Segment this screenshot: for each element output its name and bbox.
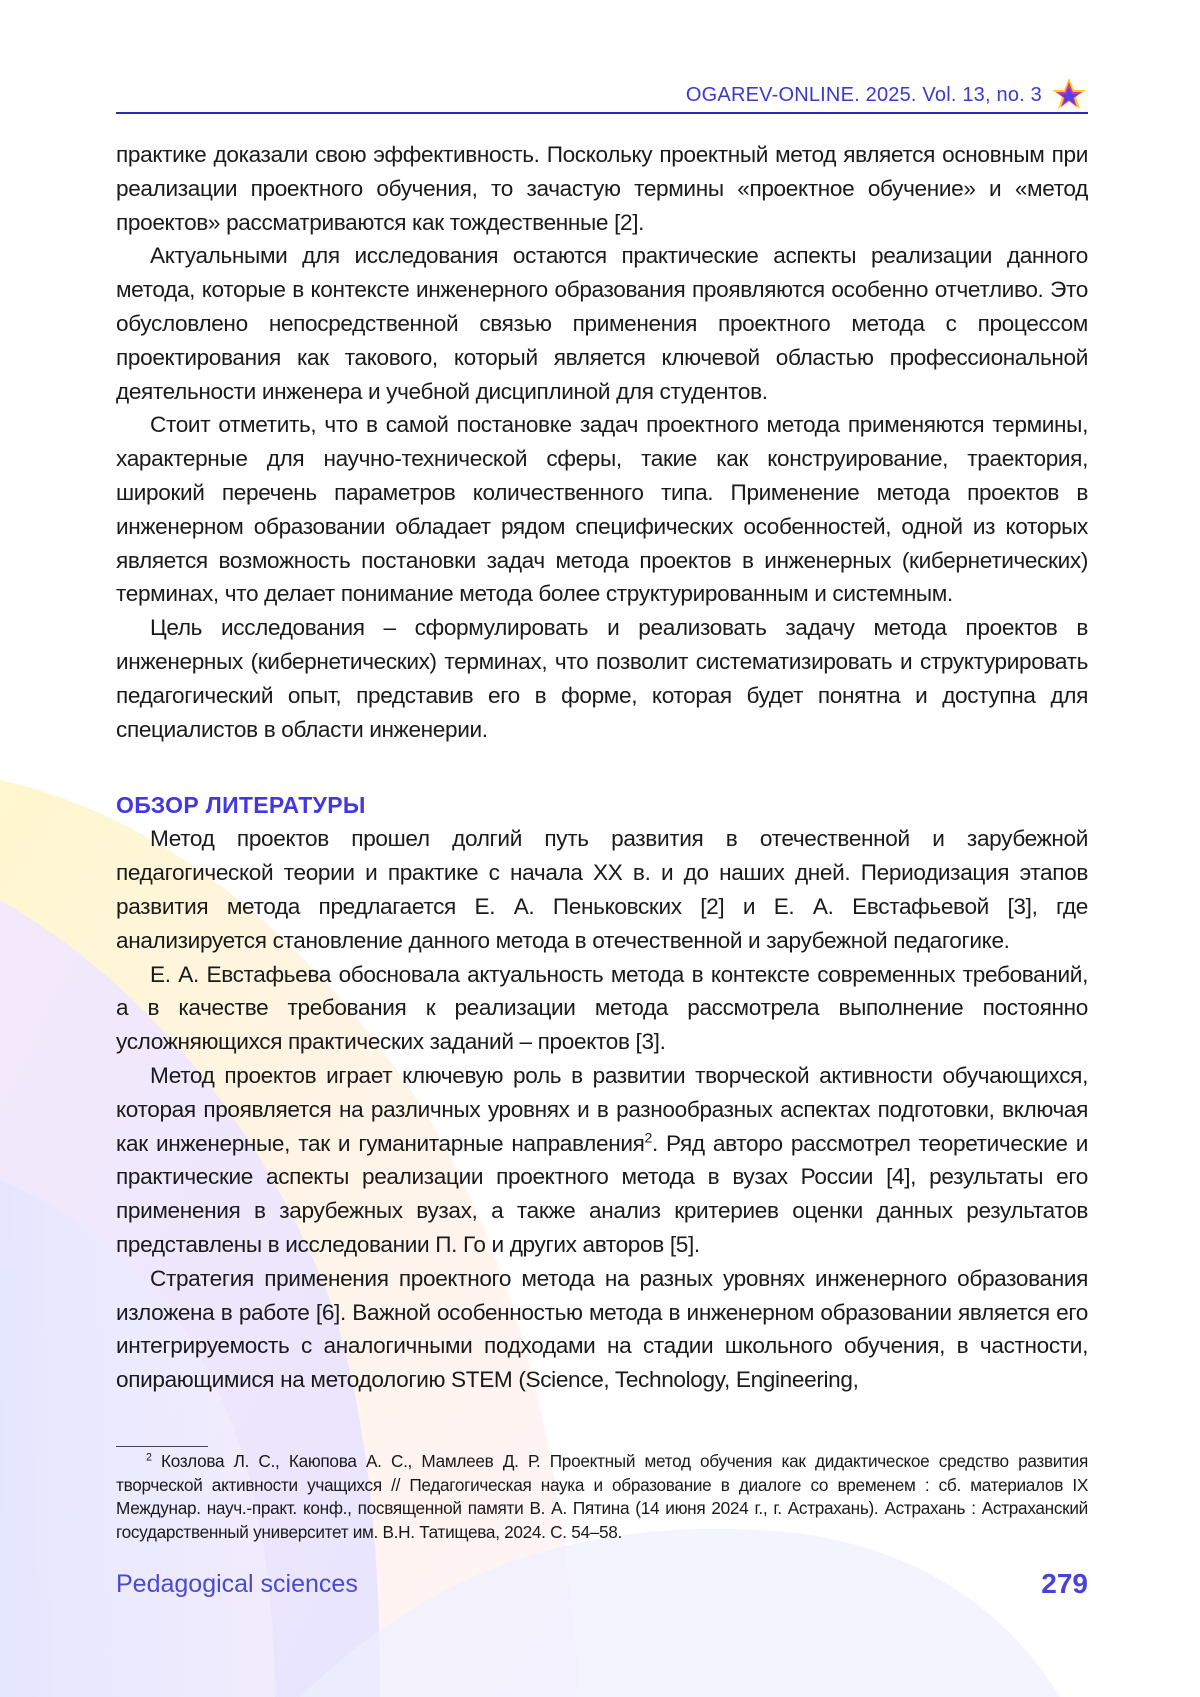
paragraph: Цель исследования – сформулировать и реализовать задачу метода проектов в инженерных (кибернетических) терминах, что позволит систематизировать и структурировать педагогический опыт, представив его в форме, которая будет понятна и доступна для специалистов в области инженерии. [116, 611, 1088, 746]
footnote-text: Козлова Л. С., Каюпова А. С., Мамлеев Д. Р. Проектный метод обучения как дидактическое средство развития творческой активности учащихся // Педагогическая наука и образование в диалоге со временем : сб. материалов IX Междунар. науч.-практ. конф., посвященной памяти В. А. Пятина (14 июня 2024 г., г. Астрахань). Астрахань : Астраханский государственный университет им. В.Н. Татищева, 2024. С. 54–58. [116, 1451, 1088, 1542]
footnote-ref[interactable]: 2 [645, 1129, 652, 1145]
paragraph: Актуальными для исследования остаются практические аспекты реализации данного метода, которые в контексте инженерного образования проявляются особенно отчетливо. Это обусловлено непосредственной связью применения проектного метода с процессом проектирования как такового, который является ключевой областью профессиональной деятельности инженера и учебной дисциплиной для студентов. [116, 239, 1088, 408]
footnote-divider [116, 1446, 208, 1447]
paragraph-text: . Ряд авторо рассмотрел теоретические и практические аспекты реализации проектного метода в вузах России [4], результаты его применения в зарубежных вузах, а также анализ критериев оценки данных результатов представлены в исследовании П. Го и других авторов [5]. [116, 1131, 1088, 1257]
paragraph: Метод проектов прошел долгий путь развития в отечественной и зарубежной педагогической теории и практике с начала XX в. и до наших дней. Периодизация этапов развития метода предлагается Е. А. Пеньковских [2] и Е. А. Евстафьевой [3], где анализируется становление данного метода в отечественной и зарубежной педагогике. [116, 822, 1088, 957]
footer-section: Pedagogical sciences [116, 1570, 358, 1599]
paragraph: практике доказали свою эффективность. Поскольку проектный метод является основным при реализации проектного обучения, то зачастую термины «проектное обучение» и «метод проектов» рассматриваются как тождественные [2]. [116, 138, 1088, 239]
ogarev-logo-icon [1050, 76, 1088, 110]
page-number: 279 [1041, 1568, 1088, 1600]
paragraph: Е. А. Евстафьева обосновала актуальность метода в контексте современных требований, а в качестве требования к реализации метода рассмотрела выполнение постоянно усложняющихся практических заданий – проектов [3]. [116, 958, 1088, 1059]
paragraph [116, 1059, 1088, 1262]
journal-title: OGAREV-ONLINE. 2025. Vol. 13, no. 3 [686, 84, 1042, 107]
section-heading: ОБЗОР ЛИТЕРАТУРЫ [116, 788, 1088, 822]
paragraph: Стоит отметить, что в самой постановке задач проектного метода применяются термины, характерные для научно-технической сферы, такие как конструирование, траектория, широкий перечень параметров количественного типа. Применение метода проектов в инженерном образовании обладает рядом специфических особенностей, одной из которых является возможность постановки задач метода проектов в инженерных (кибернетических) терминах, что делает понимание метода более структурированным и системным. [116, 408, 1088, 611]
footnote [116, 1450, 1088, 1544]
footnote-marker: 2 [146, 1451, 152, 1463]
main-text [116, 138, 1088, 1397]
paragraph-text: Метод проектов играет ключевую роль в развитии творческой активности обучающихся, которая проявляется на различных уровнях и в разнообразных аспектах подготовки, включая как инженерные, так и гуманитарные направления [116, 1063, 1088, 1156]
running-header [116, 82, 1088, 114]
paragraph: Стратегия применения проектного метода на разных уровнях инженерного образования изложена в работе [6]. Важной особенностью метода в инженерном образовании является его интегрируемость с аналогичными подходами на стадии школьного обучения, в частности, опирающимися на методологию STEM (Science, Technology, Engineering, [116, 1262, 1088, 1397]
